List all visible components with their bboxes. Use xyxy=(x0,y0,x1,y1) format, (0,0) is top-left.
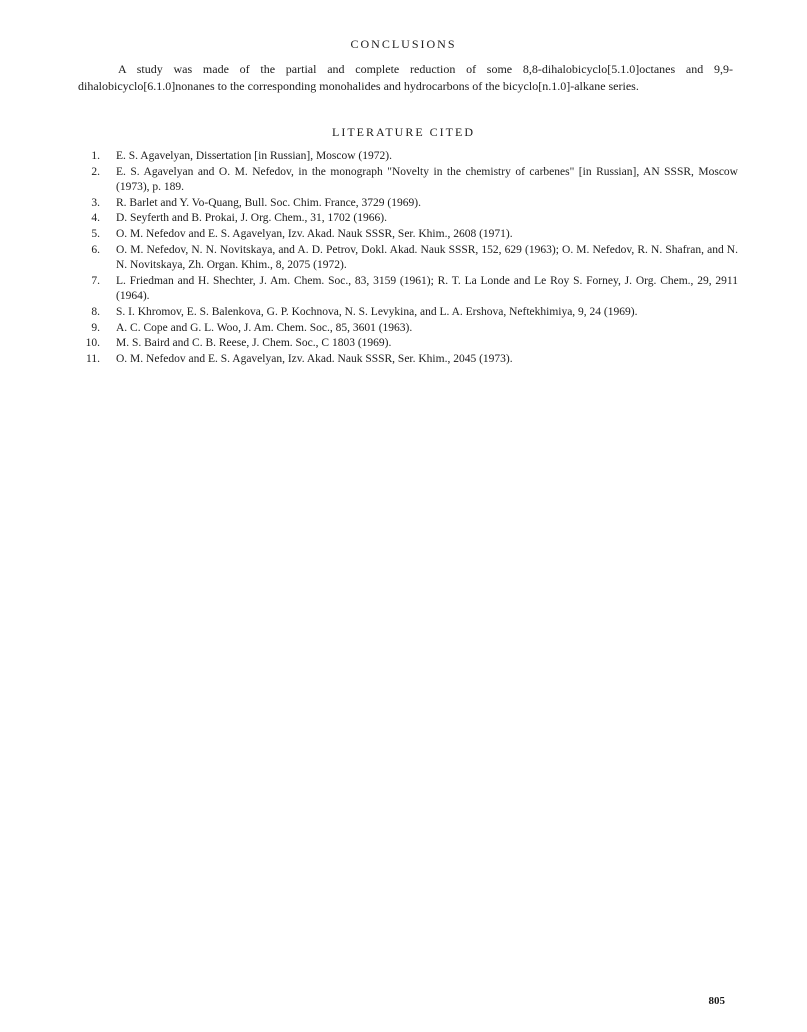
reference-number: 7. xyxy=(91,274,100,287)
reference-item xyxy=(78,211,738,227)
reference-item xyxy=(78,149,738,165)
reference-number: 1. xyxy=(91,150,100,162)
reference-item xyxy=(78,321,738,337)
reference-number: 3. xyxy=(91,196,100,209)
reference-item xyxy=(78,305,738,321)
reference-text: D. Seyferth and B. Prokai, J. Org. Chem., 31, 1702 (1966). xyxy=(116,212,387,225)
reference-number: 5. xyxy=(91,227,100,240)
reference-number: 9. xyxy=(91,321,100,334)
reference-text: M. S. Baird and C. B. Reese, J. Chem. Soc., C 1803 (1969). xyxy=(116,337,392,350)
reference-text: O. M. Nefedov and E. S. Agavelyan, Izv. Akad. Nauk SSSR, Ser. Khim., 2608 (1971). xyxy=(116,227,513,240)
reference-item xyxy=(78,243,738,274)
conclusions-paragraph: A study was made of the partial and complete reduction of some 8,8-dihalobicyclo[5.1.0]octanes and 9,9-dihalobicyclo[6.1.0]nonanes to the corresponding monohalides and hydrocarbons of the bicyclo[n.1.0]-alkane series. xyxy=(78,62,733,93)
reference-number: 4. xyxy=(91,212,100,225)
reference-item xyxy=(78,196,738,212)
page-number: 805 xyxy=(708,995,725,1007)
reference-text: E. S. Agavelyan, Dissertation [in Russian], Moscow (1972). xyxy=(116,150,392,162)
reference-number: 10. xyxy=(85,337,100,350)
reference-number: 11. xyxy=(86,352,100,365)
reference-text: R. Barlet and Y. Vo-Quang, Bull. Soc. Chim. France, 3729 (1969). xyxy=(116,196,421,209)
reference-number: 6. xyxy=(91,243,100,256)
reference-text: S. I. Khromov, E. S. Balenkova, G. P. Kochnova, N. S. Levykina, and L. A. Ershova, Neftekhimiya, 9, 24 (1969). xyxy=(116,305,638,318)
reference-text: A. C. Cope and G. L. Woo, J. Am. Chem. Soc., 85, 3601 (1963). xyxy=(116,321,413,334)
reference-text: O. M. Nefedov, N. N. Novitskaya, and A. D. Petrov, Dokl. Akad. Nauk SSSR, 152, 629 (1963); O. M. Nefedov, R. N. Shafran, and N. N. Novitskaya, Zh. Organ. Khim., 8, 2075 (1972). xyxy=(116,243,738,272)
reference-item xyxy=(78,227,738,243)
reference-item xyxy=(78,352,738,368)
reference-list xyxy=(78,149,738,367)
conclusions-heading: CONCLUSIONS xyxy=(350,37,457,51)
reference-text: E. S. Agavelyan and O. M. Nefedov, in the monograph "Novelty in the chemistry of carbenes" [in Russian], AN SSSR, Moscow (1973), p. 189. xyxy=(116,165,738,194)
reference-text: O. M. Nefedov and E. S. Agavelyan, Izv. Akad. Nauk SSSR, Ser. Khim., 2045 (1973). xyxy=(116,352,513,365)
reference-item xyxy=(78,274,738,305)
reference-item xyxy=(78,336,738,352)
reference-number: 8. xyxy=(91,305,100,318)
reference-number: 2. xyxy=(91,165,100,178)
literature-cited-heading: LITERATURE CITED xyxy=(332,125,475,139)
reference-item xyxy=(78,165,738,196)
reference-text: L. Friedman and H. Shechter, J. Am. Chem. Soc., 83, 3159 (1961); R. T. La Londe and Le Roy S. Forney, J. Org. Chem., 29, 2911 (1964). xyxy=(116,274,738,303)
